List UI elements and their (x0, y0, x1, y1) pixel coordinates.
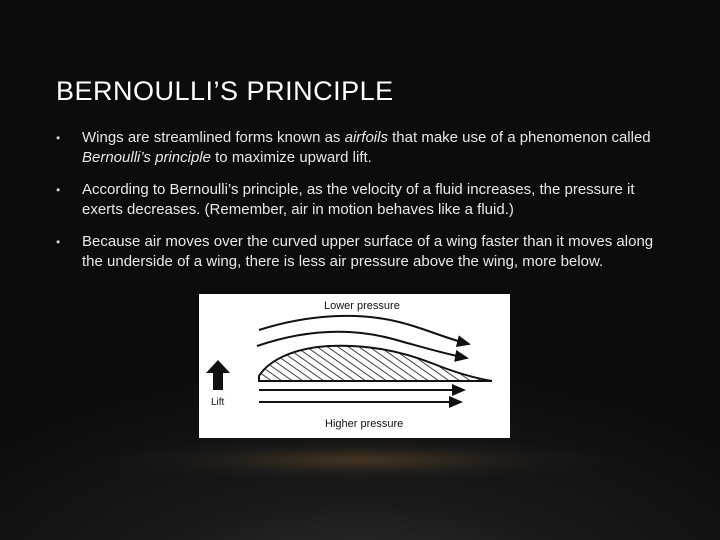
lift-arrow-icon (206, 360, 230, 390)
bullet-text: to maximize upward lift. (210, 149, 372, 166)
airfoil-diagram (199, 294, 510, 438)
bullet-item (56, 180, 666, 220)
bullet-marker: • (56, 183, 61, 197)
lift-label: Lift (211, 397, 225, 408)
higher-pressure-label: Higher pressure (325, 418, 404, 430)
airfoil-shape (259, 346, 492, 381)
bullet-text-italic: Bernoulli’s principle (82, 149, 211, 166)
bullet-item (56, 232, 666, 272)
bullet-text-italic: airfoils (344, 129, 388, 146)
bullet-marker: • (56, 131, 61, 145)
floor-glow (120, 440, 600, 480)
bullet-marker: • (56, 235, 61, 249)
bullet-text: that make use of a phenomenon called (387, 129, 651, 146)
lower-pressure-label: Lower pressure (324, 300, 400, 312)
slide-title: BERNOULLI’S PRINCIPLE (56, 76, 394, 106)
streamline-top-1 (259, 316, 469, 344)
bullet-text: Wings are streamlined forms known as (82, 129, 345, 146)
bullet-item (56, 128, 666, 168)
bullet-text: According to Bernoulli’s principle, as the velocity of a fluid increases, the pressure it exerts decreases. (Remember, air in motion behaves like a fluid.) (82, 181, 635, 218)
bullet-list (56, 128, 666, 284)
bullet-text: Because air moves over the curved upper surface of a wing faster than it moves along the underside of a wing, there is less air pressure above the wing, more below. (82, 233, 654, 270)
airfoil-svg (199, 294, 510, 438)
